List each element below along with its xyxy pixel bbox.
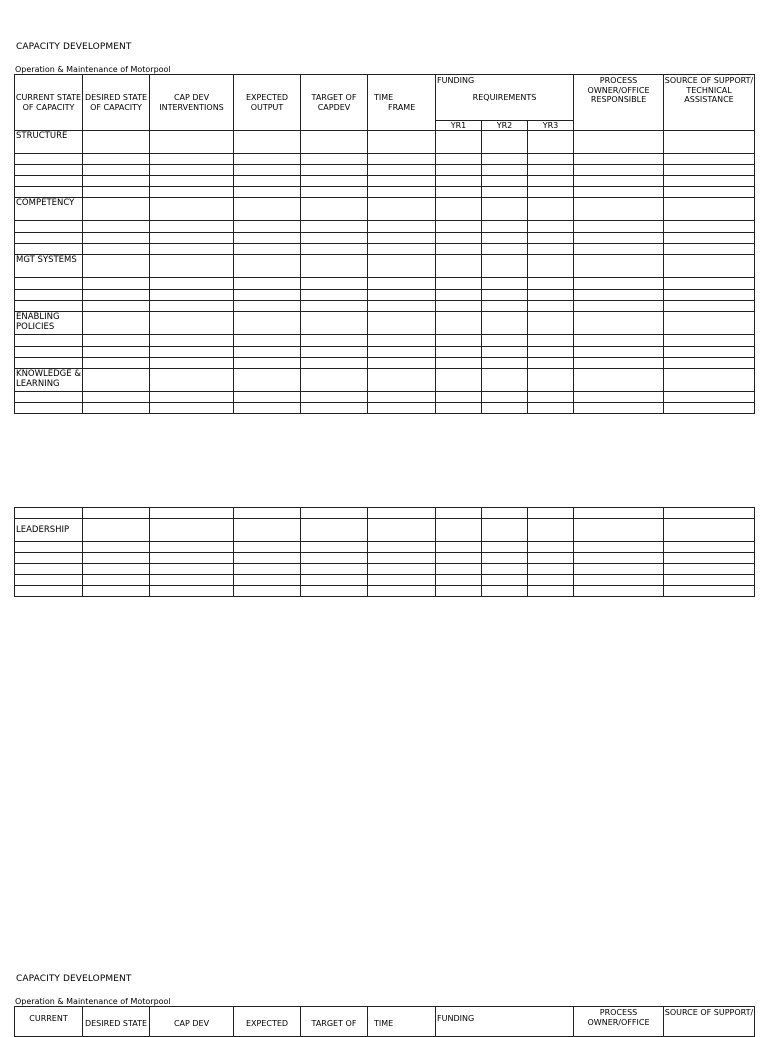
capdev-table-2 xyxy=(14,1006,755,1037)
section-structure: STRUCTURE xyxy=(15,131,83,154)
section-mgt-systems: MGT SYSTEMS xyxy=(15,255,83,278)
section-enabling-policies: ENABLING POLICIES xyxy=(15,312,83,335)
table-row xyxy=(15,542,755,553)
document-title: CAPACITY DEVELOPMENT xyxy=(16,42,132,52)
table-row xyxy=(15,165,755,176)
table-row xyxy=(15,131,755,154)
table-row xyxy=(15,586,755,597)
header-row xyxy=(15,1007,755,1037)
col-yr3: YR3 xyxy=(528,121,574,131)
table-row xyxy=(15,358,755,369)
section-competency: COMPETENCY xyxy=(15,198,83,221)
table-row xyxy=(15,221,755,233)
col-target-2: TARGET OF xyxy=(301,1007,368,1037)
table-row xyxy=(15,244,755,255)
col-current-state-2: CURRENT xyxy=(15,1007,83,1037)
table-row xyxy=(15,519,755,542)
col-time-frame xyxy=(368,75,436,131)
table-row xyxy=(15,508,755,519)
table-row xyxy=(15,290,755,301)
table-row xyxy=(15,255,755,278)
col-process-owner-2: PROCESS OWNER/OFFICE xyxy=(574,1007,664,1037)
leadership-table xyxy=(14,507,755,597)
section-knowledge-learning: KNOWLEDGE & LEARNING xyxy=(15,369,83,392)
capdev-table xyxy=(14,74,755,414)
col-expected-output: EXPECTED OUTPUT xyxy=(234,75,301,131)
col-funding-2: FUNDING xyxy=(436,1007,574,1037)
col-source-support: SOURCE OF SUPPORT/ TECHNICAL ASSISTANCE xyxy=(664,75,755,131)
col-frame-label: FRAME xyxy=(388,102,416,112)
col-interventions-2: CAP DEV xyxy=(150,1007,234,1037)
col-time-2: TIME xyxy=(368,1007,436,1037)
col-source-support-2: SOURCE OF SUPPORT/ xyxy=(664,1007,755,1037)
document-subtitle-2: Operation & Maintenance of Motorpool xyxy=(15,997,171,1006)
col-interventions: CAP DEV INTERVENTIONS xyxy=(150,75,234,131)
table-row xyxy=(15,187,755,198)
table-row xyxy=(15,369,755,392)
col-desired-state-2: DESIRED STATE xyxy=(83,1007,150,1037)
col-current-state: CURRENT STATE OF CAPACITY xyxy=(15,75,83,131)
requirements-label: REQUIREMENTS xyxy=(472,92,537,102)
document-subtitle: Operation & Maintenance of Motorpool xyxy=(15,65,171,74)
table-row xyxy=(15,301,755,312)
table-row xyxy=(15,154,755,165)
table-row xyxy=(15,176,755,187)
table-row xyxy=(15,575,755,586)
col-desired-state: DESIRED STATE OF CAPACITY xyxy=(83,75,150,131)
table-row xyxy=(15,198,755,221)
table-row xyxy=(15,335,755,347)
col-yr2: YR2 xyxy=(482,121,528,131)
table-row xyxy=(15,312,755,335)
col-funding xyxy=(436,75,574,121)
table-row xyxy=(15,564,755,575)
table-row xyxy=(15,392,755,403)
col-time-label: TIME xyxy=(374,93,394,102)
document-title-2: CAPACITY DEVELOPMENT xyxy=(16,974,132,984)
col-target: TARGET OF CAPDEV xyxy=(301,75,368,131)
col-yr1: YR1 xyxy=(436,121,482,131)
table-row xyxy=(15,403,755,414)
col-expected-output-2: EXPECTED xyxy=(234,1007,301,1037)
section-leadership: LEADERSHIP xyxy=(15,519,83,542)
table-row xyxy=(15,553,755,564)
col-process-owner: PROCESS OWNER/OFFICE RESPONSIBLE xyxy=(574,75,664,131)
table-row xyxy=(15,278,755,290)
table-row xyxy=(15,233,755,244)
header-row xyxy=(15,75,755,121)
table-row xyxy=(15,347,755,358)
funding-label: FUNDING xyxy=(437,76,475,85)
